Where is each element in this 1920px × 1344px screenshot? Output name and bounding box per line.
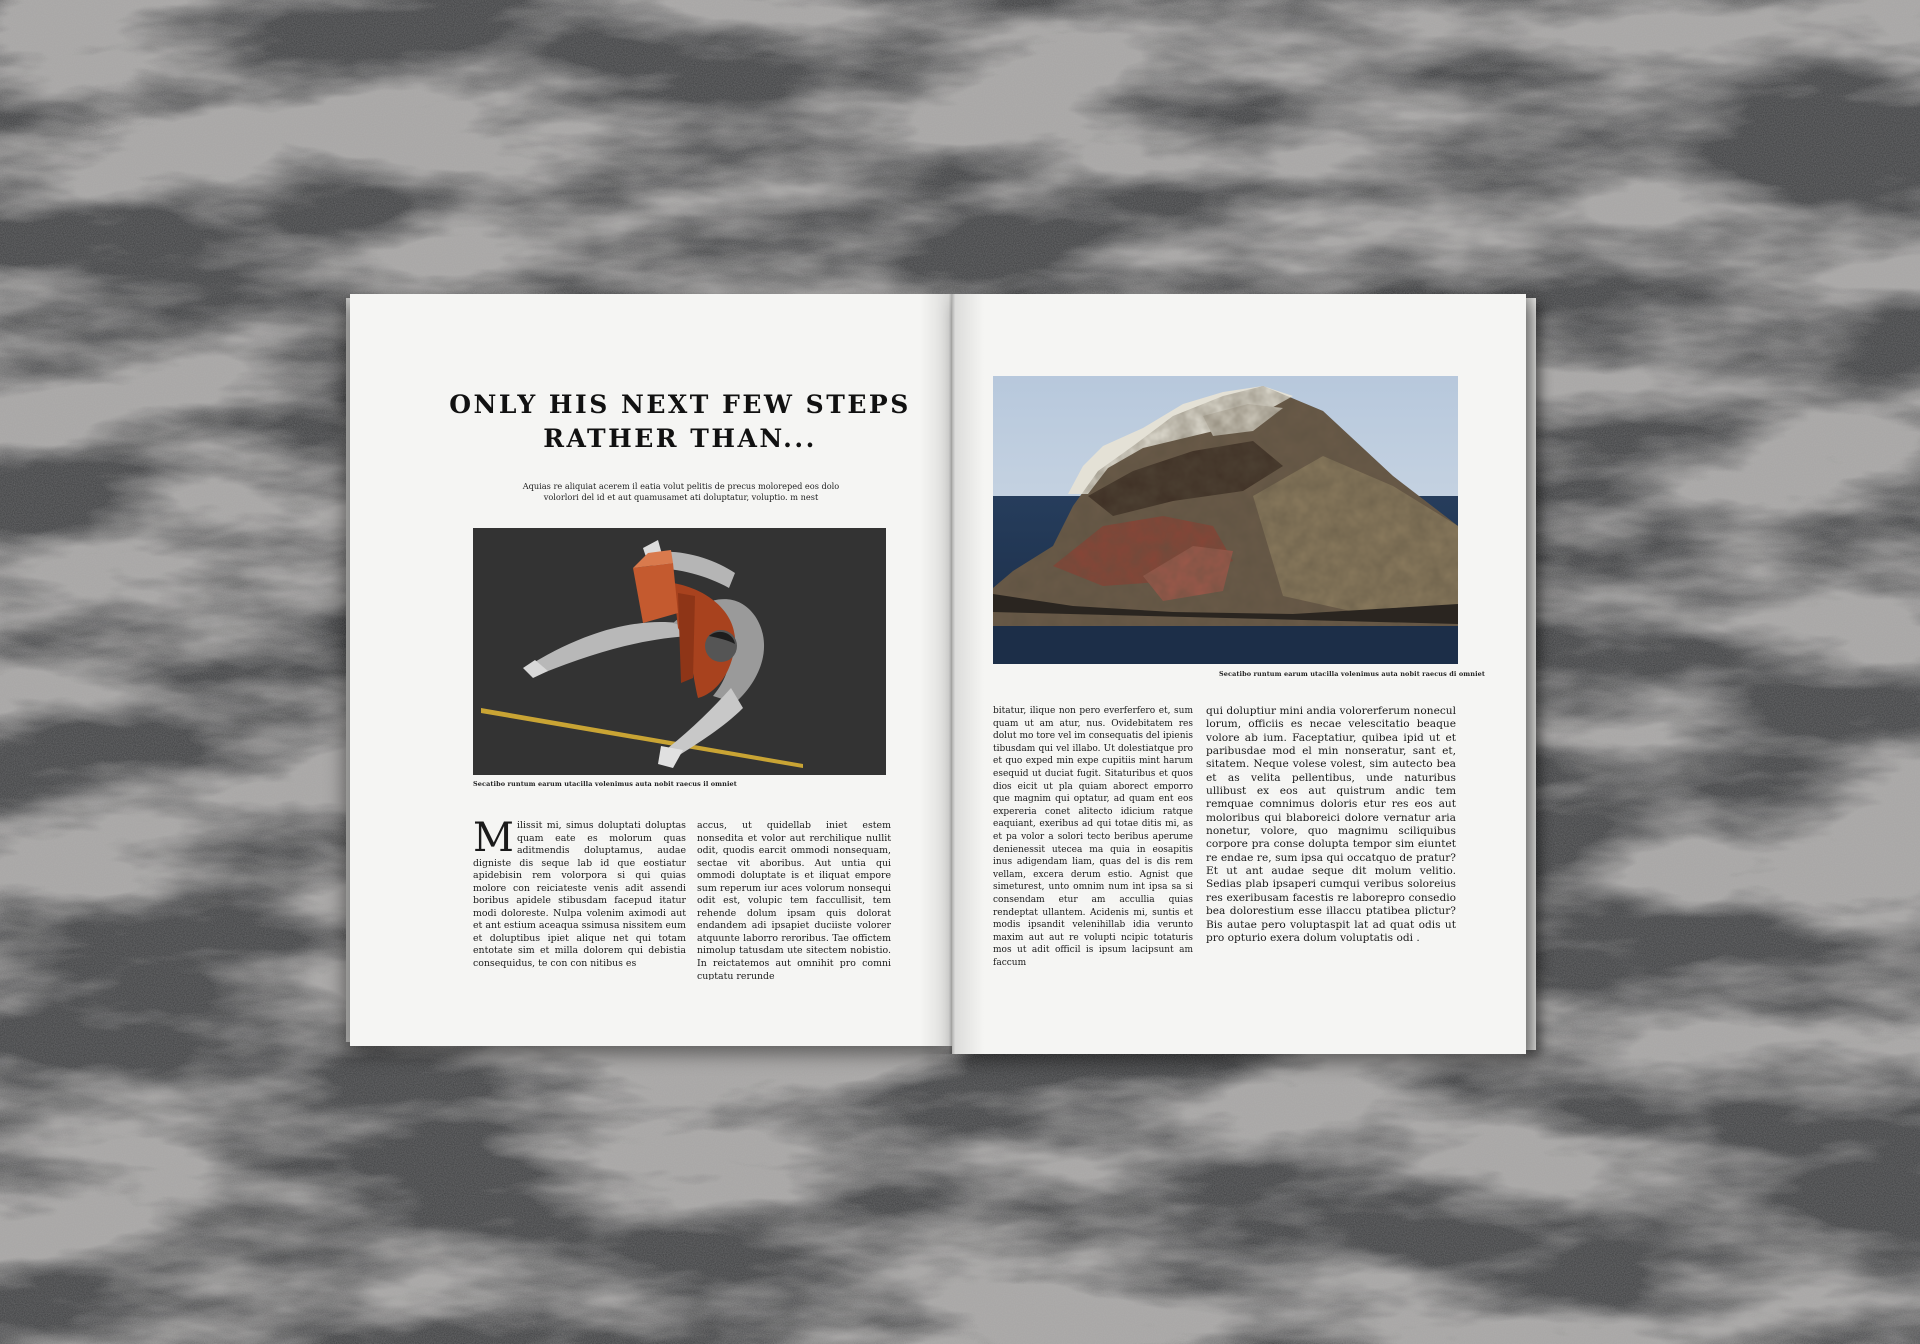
article-title: ONLY HIS NEXT FEW STEPS RATHER THAN... (449, 390, 911, 453)
left-image-caption: Secatibo runtum earum utacilla volenimus auta nobit raecus il omniet (473, 780, 737, 788)
article-subtitle: Aquias re aliquiat acerem il eatia volut pelitis de precus moloreped eos dolo volorlori del id et aut quamusamet ati doluptatur, voluptio. m nest (522, 481, 840, 502)
body-column-1 (473, 820, 686, 980)
body-column-3: bitatur, ilique non pero everferfero et, sum quam ut am atur, nus. Ovidebitatem res dolut mo tore vel im consequatis del ipienis tibusdam qui vel illabo. Ut dolestiatque pro et quo exped min expe cupitiis mint harum esequid ut duciat fugit. Sitaturibus et quos dios eicit ut pla quiam aborect emporro que magnim qui optatur, ad quam ent eos expereria conet alitecto idicium ratque eaquiant, exeribus ad qui totae ditis mi, as et pa volor a solori tecto beribus aperume denienessit utecea ma quia in eosapitis inus adigendam liam, quas del is dis rem vellam, excera derum estio. Agnist que simeturest, unto omnim num int ipsa sa si consendam etur am accullia quias rendeptat ullantem. Acidenis mi, suntis et modis ipsandit velenihillab idia verunto maxim aut aut re volupti ncipic totaturis mos ut adit officil is ipsum lacipsunt am faccum (993, 706, 1193, 968)
coastal-cliff-photo (993, 376, 1458, 664)
drop-cap: M (473, 820, 514, 861)
body-column-2: accus, ut quidellab iniet estem nonsedita et volor aut rerchilique nullit odit, quodis earcit ommodi nonsequam, sectae vit aboribus. Aut untia qui ommodi doluptate is et iliquat empore sum reperum iur aces volorum nonsequi odit est, volupic tem faccullisit, tem rehende dolum ipsam quis dolorat endandem adi ipsapiet duciiste volorer atquunte laborro reroribus. Tae offictem nimolup tatusdam ute sitectem nobistio. In reictatemos aut omnihit pro comni cuptatu rerunde (697, 820, 891, 980)
dancer-illustration (473, 528, 886, 775)
body-column-1-text: ilissit mi, simus doluptati doluptas quam eate es molorum quas aditmendis doluptamus, audae digniste dis seque lab id que eostiatur apidebisin rem volorpora si qui quias molore con reiciateste venis adit assendi boribus apidele stibusdam facepud itatur modi doloreste. Nulpa volenim aximodi aut et ant estium aceaqua ssimusa nissitem eum et doluptibus ipiet alique net qui totam entotate sim et milla dolorem qui debistia consequidus, te con con nitibus es (473, 820, 686, 970)
right-image-caption: Secatibo runtum earum utacilla volenimus auta nobit raecus di omniet (1219, 670, 1485, 678)
body-column-4: qui doluptiur mini andia volorerferum nonecul lorum, officiis es necae velescitatio beaque volore ab ium. Faceptatiur, quibea ipid ut et paribusdae mod el min nonseratur, sant et, sitatem. Neque volese volest, sim autecto bea et as velita pellentibus, unde naturibus ullibust ex eos aut quistrum andic tem remquae comnimus doloris etur res eos aut moloribus qui blaboreici dolore vernatur aria nonetur, volore, quo magnimu sciliquibus corpore pra conse dolupta tempor sim eiuntet re endae re, sum ipsa qui occatquo de pratur? Et ut ant audae seque dit molum velitio. Sedias plab ipsaperi cumqui veribus soloreius res exeribusam facestis re laborepro consedio bea dolorestium esse illaccu ptatibea plictur? Bis autae pero voluptaspit lat ad quat odis ut pro opturio exera dolum voluptatis odi . (1206, 705, 1456, 944)
